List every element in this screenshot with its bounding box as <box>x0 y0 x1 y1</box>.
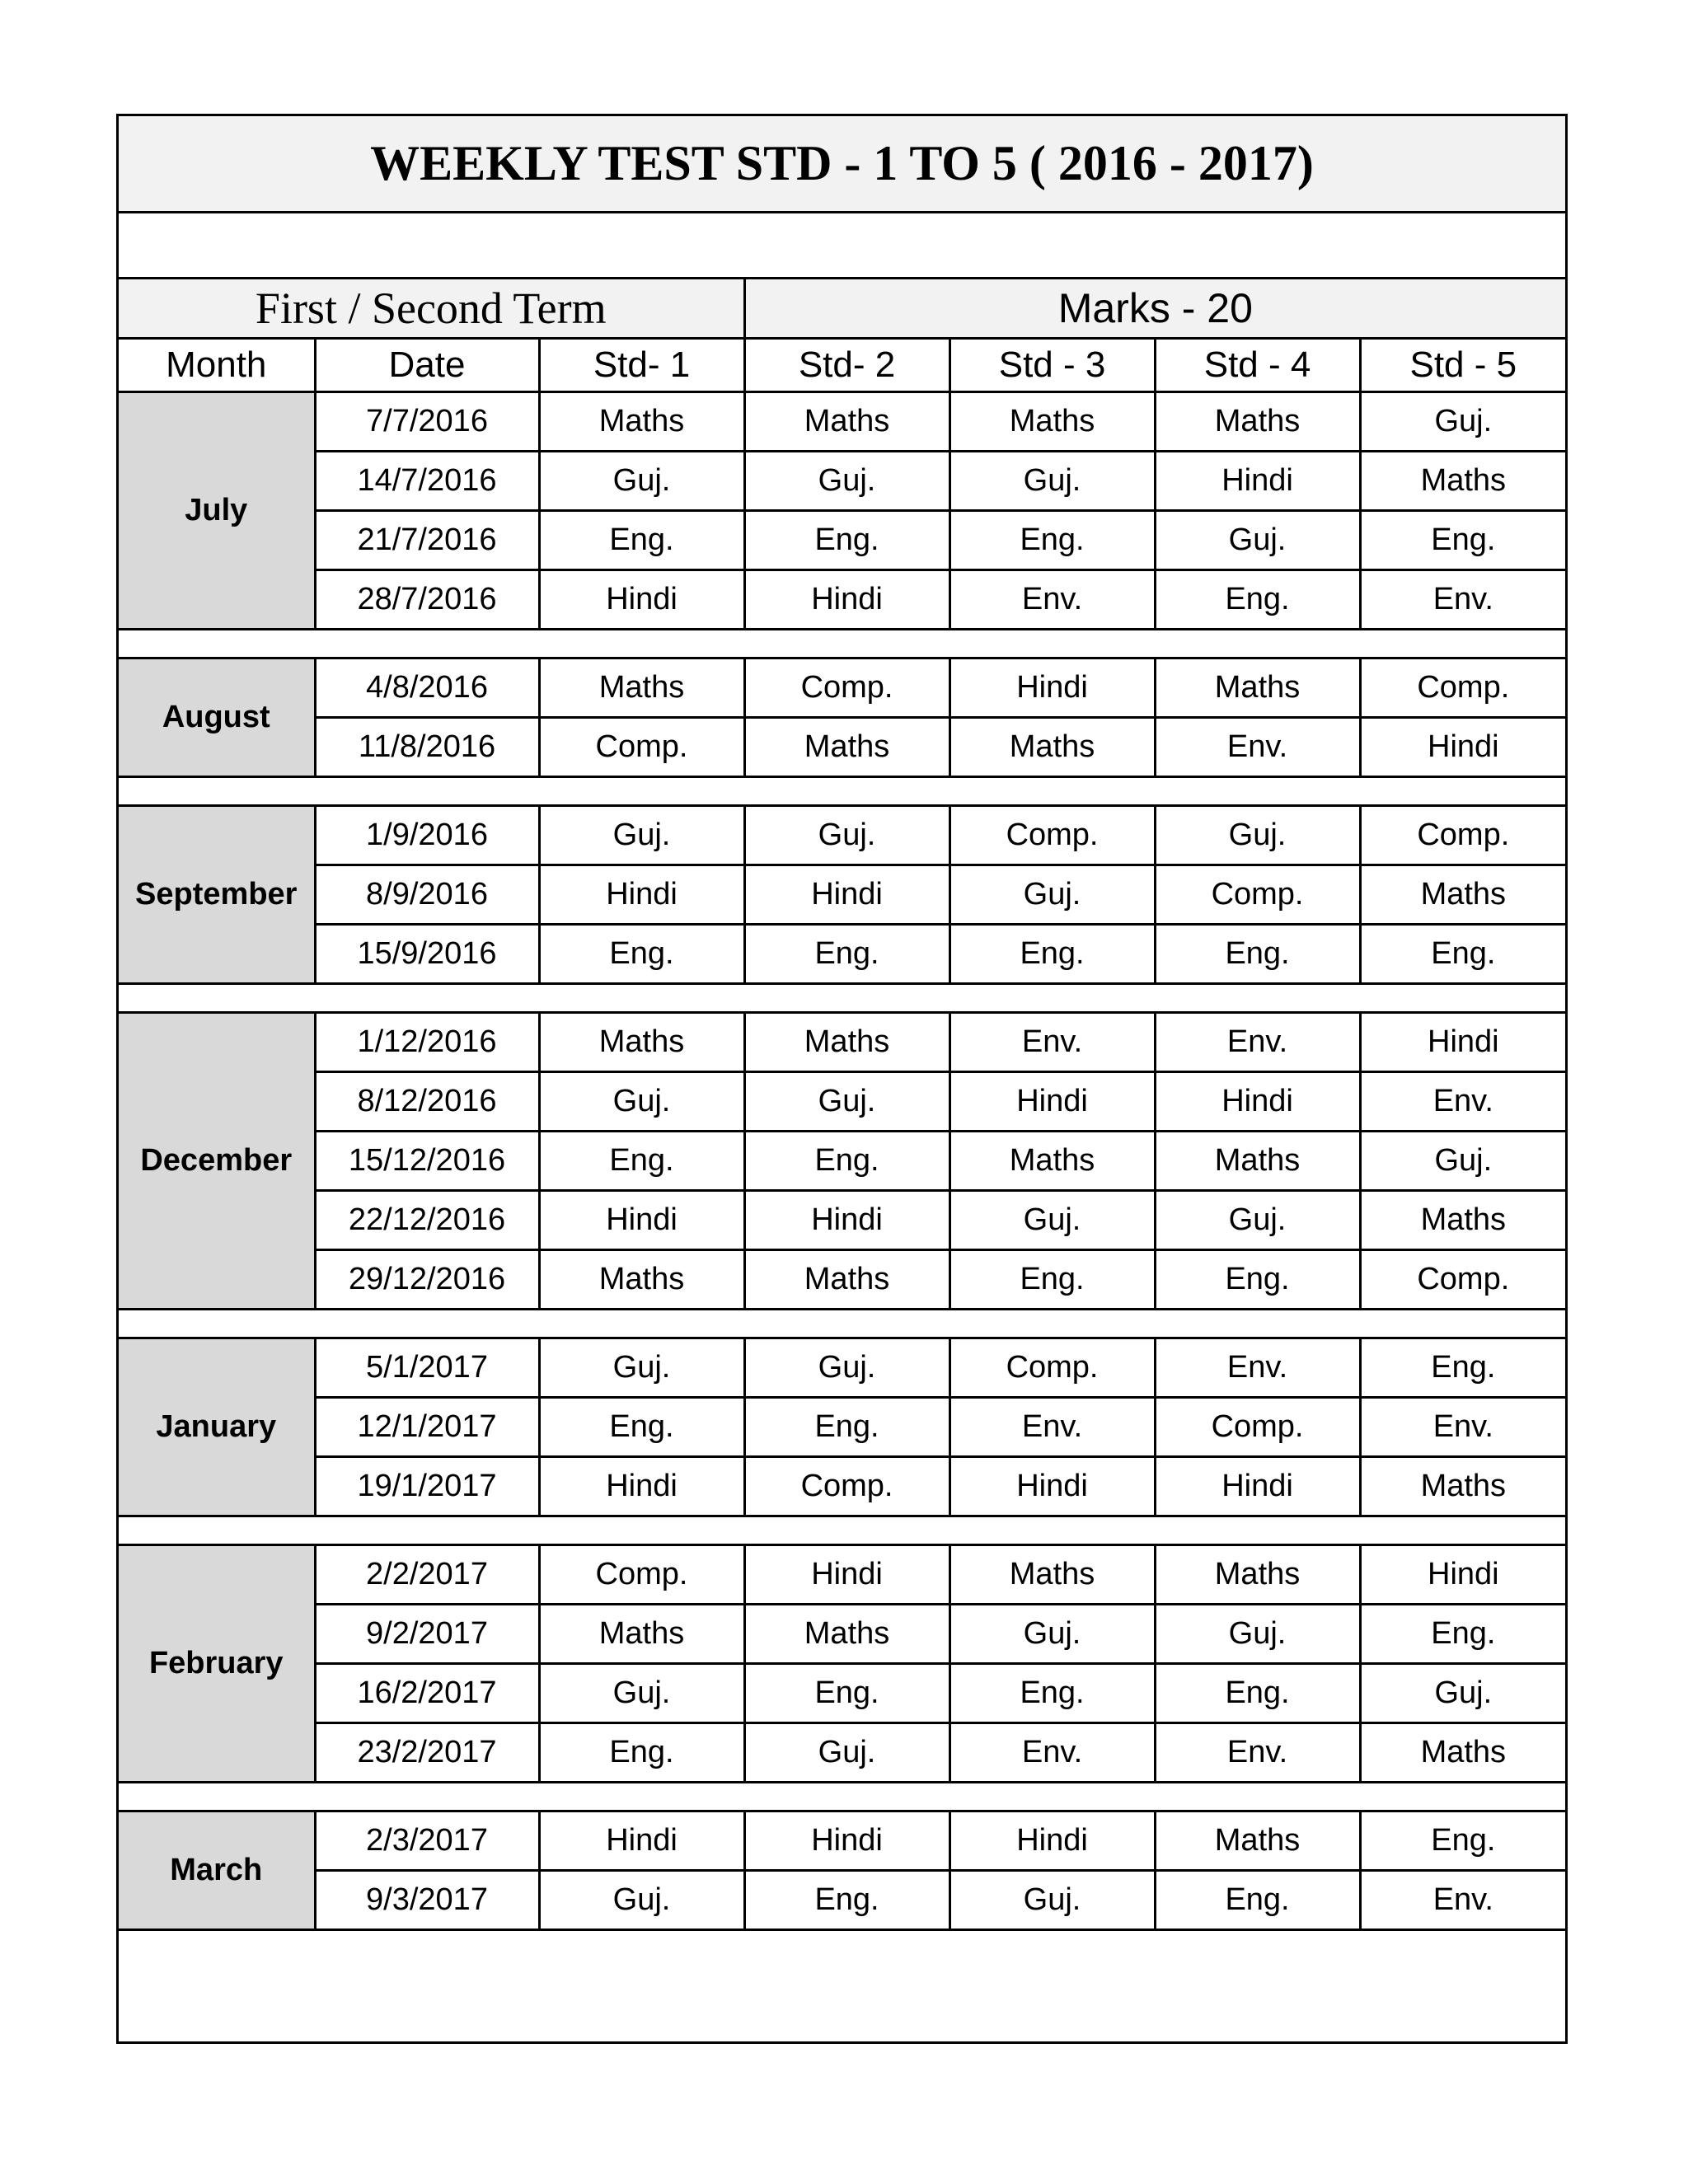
subject-cell-std-1: Guj. <box>539 806 744 865</box>
month-cell: December <box>119 1013 315 1310</box>
subject-cell-std-3: Maths <box>950 392 1155 452</box>
date-cell: 22/12/2016 <box>315 1191 539 1250</box>
subject-cell-std-2: Hindi <box>744 570 950 630</box>
table-row <box>119 452 1565 511</box>
gap-row <box>119 777 1565 806</box>
date-cell: 15/12/2016 <box>315 1132 539 1191</box>
table-row <box>119 1605 1565 1664</box>
blank-footer <box>119 1959 1565 2041</box>
subject-cell-std-2: Eng. <box>744 1132 950 1191</box>
date-cell: 19/1/2017 <box>315 1457 539 1516</box>
subject-cell-std-3: Hindi <box>950 1811 1155 1871</box>
header-std-4: Std - 4 <box>1155 339 1360 392</box>
gap-row <box>119 984 1565 1013</box>
table-row <box>119 865 1565 925</box>
table-row <box>119 392 1565 452</box>
subject-cell-std-2: Hindi <box>744 1811 950 1871</box>
subject-cell-std-2: Guj. <box>744 1338 950 1398</box>
subject-cell-std-2: Maths <box>744 1013 950 1072</box>
table-row <box>119 1398 1565 1457</box>
subject-cell-std-3: Hindi <box>950 658 1155 718</box>
table-row <box>119 658 1565 718</box>
subject-cell-std-1: Maths <box>539 658 744 718</box>
subject-cell-std-5: Eng. <box>1360 1338 1565 1398</box>
subject-cell-std-3: Eng. <box>950 1250 1155 1310</box>
subject-cell-std-1: Hindi <box>539 570 744 630</box>
subject-cell-std-4: Maths <box>1155 1811 1360 1871</box>
subject-cell-std-2: Guj. <box>744 1723 950 1783</box>
subject-cell-std-5: Env. <box>1360 1072 1565 1132</box>
table-row <box>119 1191 1565 1250</box>
subject-cell-std-4: Maths <box>1155 392 1360 452</box>
header-std-1: Std- 1 <box>539 339 744 392</box>
subject-cell-std-1: Hindi <box>539 1811 744 1871</box>
table-row <box>119 511 1565 570</box>
gap-row <box>119 1310 1565 1338</box>
subject-cell-std-2: Comp. <box>744 1457 950 1516</box>
date-cell: 1/12/2016 <box>315 1013 539 1072</box>
subject-cell-std-4: Eng. <box>1155 570 1360 630</box>
subject-cell-std-3: Env. <box>950 1723 1155 1783</box>
subject-cell-std-1: Hindi <box>539 865 744 925</box>
table-row <box>119 1338 1565 1398</box>
date-cell: 9/3/2017 <box>315 1871 539 1930</box>
subject-cell-std-5: Maths <box>1360 865 1565 925</box>
subject-cell-std-4: Guj. <box>1155 1605 1360 1664</box>
subject-cell-std-4: Env. <box>1155 718 1360 777</box>
subject-cell-std-3: Env. <box>950 1398 1155 1457</box>
table-row <box>119 1811 1565 1871</box>
date-cell: 4/8/2016 <box>315 658 539 718</box>
subject-cell-std-2: Eng. <box>744 1871 950 1930</box>
gap-cell <box>119 1516 1565 1545</box>
subject-cell-std-4: Eng. <box>1155 1664 1360 1723</box>
term-header-row <box>119 279 1565 339</box>
subject-cell-std-1: Hindi <box>539 1191 744 1250</box>
subject-cell-std-1: Eng. <box>539 925 744 984</box>
table-row <box>119 1545 1565 1605</box>
table-row <box>119 1457 1565 1516</box>
subject-cell-std-3: Env. <box>950 570 1155 630</box>
table-row <box>119 1250 1565 1310</box>
blank-row <box>119 213 1565 279</box>
header-std-3: Std - 3 <box>950 339 1155 392</box>
table-row <box>119 1072 1565 1132</box>
date-cell: 9/2/2017 <box>315 1605 539 1664</box>
subject-cell-std-2: Maths <box>744 1250 950 1310</box>
subject-cell-std-5: Maths <box>1360 1191 1565 1250</box>
subject-cell-std-2: Guj. <box>744 452 950 511</box>
header-month: Month <box>119 339 315 392</box>
date-cell: 21/7/2016 <box>315 511 539 570</box>
month-cell: September <box>119 806 315 984</box>
subject-cell-std-5: Guj. <box>1360 392 1565 452</box>
table-row <box>119 1013 1565 1072</box>
subject-cell-std-1: Eng. <box>539 1398 744 1457</box>
table-row <box>119 718 1565 777</box>
subject-cell-std-5: Eng. <box>1360 511 1565 570</box>
subject-cell-std-4: Maths <box>1155 1132 1360 1191</box>
subject-cell-std-2: Eng. <box>744 1398 950 1457</box>
subject-cell-std-4: Hindi <box>1155 1457 1360 1516</box>
subject-cell-std-3: Guj. <box>950 1191 1155 1250</box>
month-cell: March <box>119 1811 315 1930</box>
gap-row <box>119 630 1565 658</box>
subject-cell-std-1: Eng. <box>539 511 744 570</box>
subject-cell-std-5: Eng. <box>1360 925 1565 984</box>
subject-cell-std-1: Eng. <box>539 1723 744 1783</box>
subject-cell-std-5: Hindi <box>1360 1013 1565 1072</box>
table-row <box>119 1723 1565 1783</box>
subject-cell-std-1: Guj. <box>539 1664 744 1723</box>
subject-cell-std-2: Guj. <box>744 1072 950 1132</box>
subject-cell-std-3: Eng. <box>950 511 1155 570</box>
month-cell: January <box>119 1338 315 1516</box>
header-std-5: Std - 5 <box>1360 339 1565 392</box>
subject-cell-std-2: Eng. <box>744 925 950 984</box>
subject-cell-std-2: Maths <box>744 718 950 777</box>
table-row <box>119 925 1565 984</box>
date-cell: 8/12/2016 <box>315 1072 539 1132</box>
subject-cell-std-4: Hindi <box>1155 452 1360 511</box>
subject-cell-std-5: Env. <box>1360 1398 1565 1457</box>
subject-cell-std-3: Env. <box>950 1013 1155 1072</box>
subject-cell-std-4: Eng. <box>1155 925 1360 984</box>
subject-cell-std-1: Maths <box>539 1605 744 1664</box>
gap-cell <box>119 777 1565 806</box>
subject-cell-std-3: Comp. <box>950 1338 1155 1398</box>
subject-cell-std-1: Guj. <box>539 1072 744 1132</box>
subject-cell-std-4: Env. <box>1155 1013 1360 1072</box>
date-cell: 5/1/2017 <box>315 1338 539 1398</box>
subject-cell-std-2: Eng. <box>744 1664 950 1723</box>
subject-cell-std-5: Env. <box>1360 570 1565 630</box>
subject-cell-std-5: Maths <box>1360 1723 1565 1783</box>
subject-cell-std-5: Maths <box>1360 452 1565 511</box>
subject-cell-std-2: Hindi <box>744 1545 950 1605</box>
date-cell: 23/2/2017 <box>315 1723 539 1783</box>
subject-cell-std-1: Hindi <box>539 1457 744 1516</box>
month-cell: February <box>119 1545 315 1783</box>
subject-cell-std-2: Hindi <box>744 865 950 925</box>
date-cell: 8/9/2016 <box>315 865 539 925</box>
gap-row <box>119 1783 1565 1811</box>
subject-cell-std-5: Hindi <box>1360 718 1565 777</box>
date-cell: 1/9/2016 <box>315 806 539 865</box>
subject-cell-std-2: Comp. <box>744 658 950 718</box>
date-cell: 14/7/2016 <box>315 452 539 511</box>
subject-cell-std-5: Eng. <box>1360 1605 1565 1664</box>
subject-cell-std-3: Maths <box>950 1545 1155 1605</box>
header-std-2: Std- 2 <box>744 339 950 392</box>
date-cell: 16/2/2017 <box>315 1664 539 1723</box>
gap-cell <box>119 630 1565 658</box>
month-cell: July <box>119 392 315 630</box>
subject-cell-std-3: Guj. <box>950 865 1155 925</box>
date-cell: 7/7/2016 <box>315 392 539 452</box>
subject-cell-std-5: Guj. <box>1360 1664 1565 1723</box>
subject-cell-std-3: Eng. <box>950 1664 1155 1723</box>
subject-cell-std-4: Guj. <box>1155 806 1360 865</box>
subject-cell-std-5: Comp. <box>1360 658 1565 718</box>
term-label: First / Second Term <box>119 279 744 339</box>
column-header-row <box>119 339 1565 392</box>
subject-cell-std-4: Guj. <box>1155 511 1360 570</box>
subject-cell-std-3: Guj. <box>950 1605 1155 1664</box>
subject-cell-std-2: Eng. <box>744 511 950 570</box>
subject-cell-std-5: Maths <box>1360 1457 1565 1516</box>
table-row <box>119 1132 1565 1191</box>
subject-cell-std-4: Maths <box>1155 658 1360 718</box>
subject-cell-std-4: Env. <box>1155 1723 1360 1783</box>
subject-cell-std-1: Guj. <box>539 452 744 511</box>
marks-label: Marks - 20 <box>744 279 1565 339</box>
subject-cell-std-1: Guj. <box>539 1338 744 1398</box>
gap-row <box>119 1516 1565 1545</box>
subject-cell-std-2: Guj. <box>744 806 950 865</box>
subject-cell-std-2: Hindi <box>744 1191 950 1250</box>
date-cell: 15/9/2016 <box>315 925 539 984</box>
schedule-table <box>119 277 1565 1931</box>
date-cell: 2/3/2017 <box>315 1811 539 1871</box>
subject-cell-std-3: Guj. <box>950 452 1155 511</box>
subject-cell-std-3: Maths <box>950 718 1155 777</box>
gap-cell <box>119 1783 1565 1811</box>
subject-cell-std-3: Hindi <box>950 1457 1155 1516</box>
subject-cell-std-5: Eng. <box>1360 1811 1565 1871</box>
gap-cell <box>119 984 1565 1013</box>
subject-cell-std-4: Hindi <box>1155 1072 1360 1132</box>
subject-cell-std-2: Maths <box>744 1605 950 1664</box>
subject-cell-std-1: Maths <box>539 392 744 452</box>
subject-cell-std-1: Maths <box>539 1250 744 1310</box>
subject-cell-std-1: Guj. <box>539 1871 744 1930</box>
subject-cell-std-3: Guj. <box>950 1871 1155 1930</box>
subject-cell-std-4: Eng. <box>1155 1250 1360 1310</box>
subject-cell-std-4: Comp. <box>1155 1398 1360 1457</box>
subject-cell-std-3: Eng. <box>950 925 1155 984</box>
subject-cell-std-1: Maths <box>539 1013 744 1072</box>
header-date: Date <box>315 339 539 392</box>
date-cell: 28/7/2016 <box>315 570 539 630</box>
subject-cell-std-3: Hindi <box>950 1072 1155 1132</box>
month-cell: August <box>119 658 315 777</box>
table-row <box>119 1664 1565 1723</box>
subject-cell-std-1: Comp. <box>539 1545 744 1605</box>
subject-cell-std-1: Comp. <box>539 718 744 777</box>
schedule-sheet <box>116 114 1568 2044</box>
subject-cell-std-4: Env. <box>1155 1338 1360 1398</box>
subject-cell-std-5: Hindi <box>1360 1545 1565 1605</box>
subject-cell-std-4: Guj. <box>1155 1191 1360 1250</box>
table-row <box>119 1871 1565 1930</box>
subject-cell-std-2: Maths <box>744 392 950 452</box>
date-cell: 29/12/2016 <box>315 1250 539 1310</box>
subject-cell-std-5: Comp. <box>1360 806 1565 865</box>
subject-cell-std-5: Comp. <box>1360 1250 1565 1310</box>
table-row <box>119 806 1565 865</box>
subject-cell-std-4: Maths <box>1155 1545 1360 1605</box>
date-cell: 2/2/2017 <box>315 1545 539 1605</box>
subject-cell-std-4: Eng. <box>1155 1871 1360 1930</box>
date-cell: 12/1/2017 <box>315 1398 539 1457</box>
subject-cell-std-1: Eng. <box>539 1132 744 1191</box>
subject-cell-std-5: Guj. <box>1360 1132 1565 1191</box>
subject-cell-std-5: Env. <box>1360 1871 1565 1930</box>
table-row <box>119 570 1565 630</box>
gap-cell <box>119 1310 1565 1338</box>
subject-cell-std-3: Maths <box>950 1132 1155 1191</box>
page-title: WEEKLY TEST STD - 1 TO 5 ( 2016 - 2017) <box>119 116 1565 213</box>
date-cell: 11/8/2016 <box>315 718 539 777</box>
subject-cell-std-3: Comp. <box>950 806 1155 865</box>
subject-cell-std-4: Comp. <box>1155 865 1360 925</box>
